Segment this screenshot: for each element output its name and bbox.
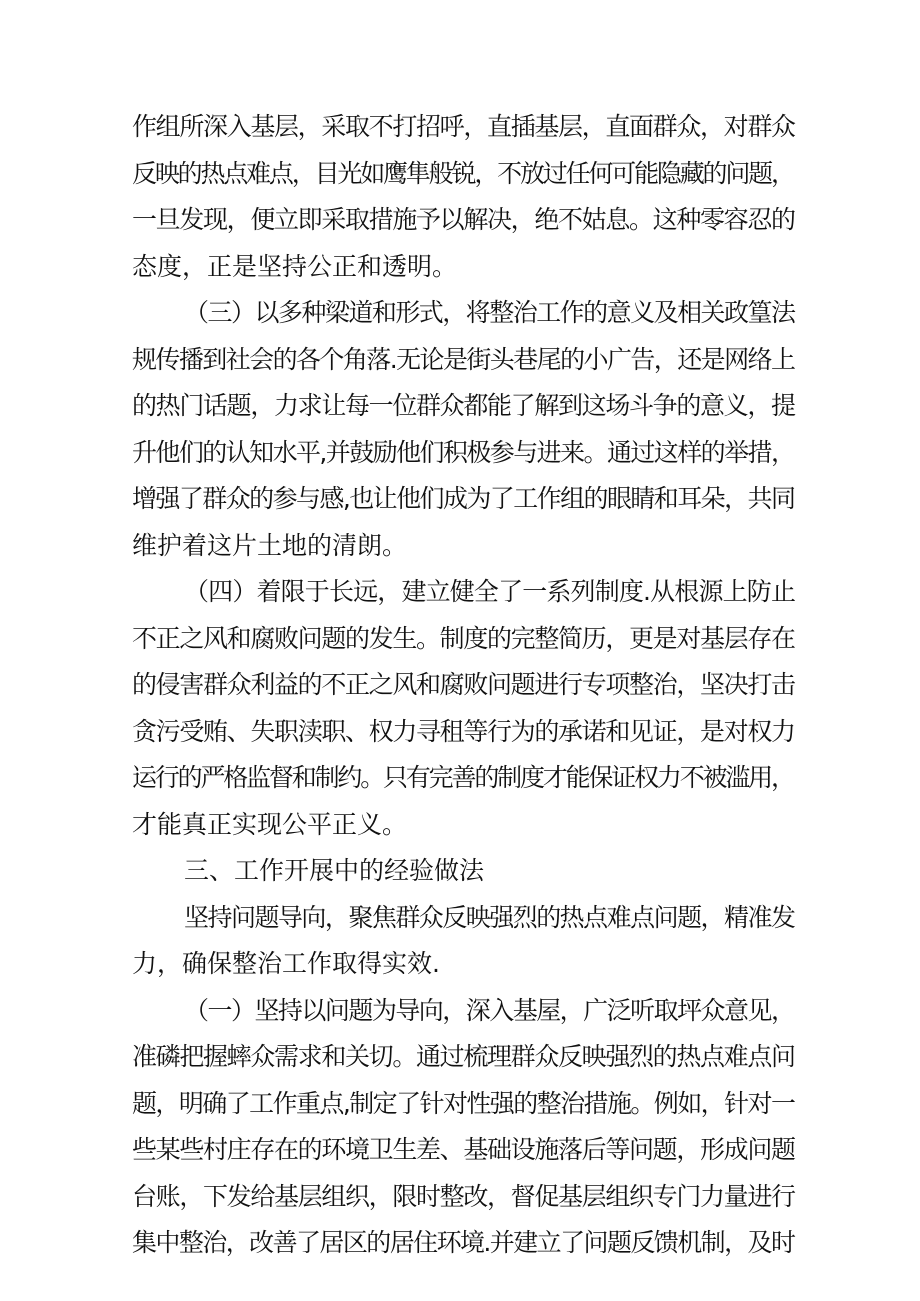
- text-line: （一）坚持以问题为导向，深入基屋，广泛听取坪众意见，: [184, 995, 795, 1025]
- body-text: [132, 104, 796, 1267]
- text-line: 集中整治，改善了居区的居住环境.并建立了问题反馈机制，及时: [132, 1228, 795, 1257]
- text-line: 一旦发现，便立即采取措施予以解决，绝不姑息。这种零容忍的: [132, 205, 795, 234]
- text-line: 准磷把握蟀众需求和关切。通过梳理群众反映强烈的热点难点问: [132, 1042, 795, 1071]
- text-line: 增强了群众的参与感,也让他们成为了工作组的眼睛和耳朵，共同: [132, 484, 795, 513]
- text-line: 作组所深入基层，采取不打招呼，直插基层，直面群众，对群众: [132, 112, 795, 141]
- text-line: （三）以多种梁道和形式，将整治工作的意义及相关政篁法: [184, 298, 795, 327]
- text-line: 的热门话题，力求让每一位群众都能了解到这场斗争的意义，提: [132, 391, 795, 420]
- text-line: 坚持问题导向，聚焦群众反映强烈的热点难点问题，精准发: [184, 902, 795, 932]
- text-line: 反映的热点难点，目光如鹰隼般锐，不放过任何可能隐藏的问题，: [132, 158, 794, 188]
- text-line: 升他们的认知水平,并鼓励他们积极参与进来。通过这样的举措，: [132, 437, 795, 467]
- text-line: 贪污受贿、失职渎职、权力寻租等行为的承诺和见证，是对权力: [132, 716, 795, 746]
- text-line: 态度，正是坚持公正和透明。: [132, 251, 458, 281]
- text-line: 些某些村庄存在的环境卫生差、基础设施落后等问题，形成问题: [132, 1135, 795, 1164]
- text-line: 规传播到社会的各个角落.无论是街头巷尾的小广告，还是网络上: [132, 344, 795, 374]
- text-line: 三、工作开展中的经验做法: [184, 856, 485, 885]
- text-line: 维护着这片土地的清朗。: [132, 530, 408, 560]
- text-line: 台账，下发给基层组织，限时整改，督促基层组织专门力量进行: [132, 1181, 795, 1211]
- text-line: 运行的严格监督和制约。只有完善的制度才能保证权力不被滥用，: [132, 763, 794, 792]
- text-line: （四）着限于长远，建立健全了一系列制度.从根源上防止: [184, 577, 796, 606]
- text-line: 才能真正实现公平正义。: [132, 809, 408, 839]
- text-line: 题，明确了工作重点,制定了针对性强的整治措施。例如，针对一: [132, 1088, 795, 1118]
- text-line: 的侵害群众利益的不正之风和腐败问题进行专项整治，坚决打击: [132, 670, 795, 699]
- text-line: 力，确保整治工作取得实效.: [132, 949, 440, 978]
- text-line: 不正之风和腐败问题的发生。制度的完整简历，更是对基层存在: [132, 623, 795, 653]
